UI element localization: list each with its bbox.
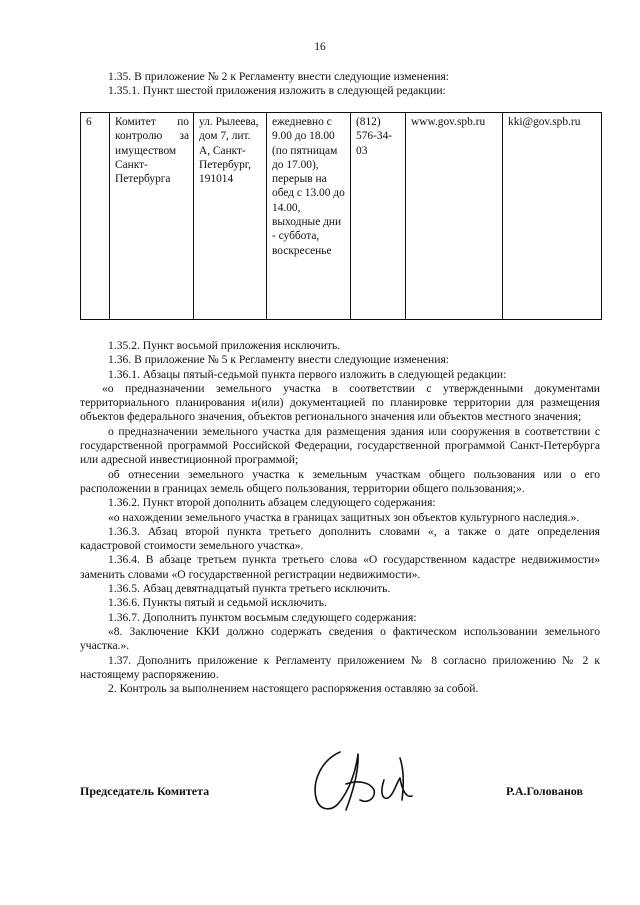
paragraph: «8. Заключение ККИ должно содержать сведения о фактическом использовании земельного участка.». — [80, 624, 600, 653]
paragraph: 1.36.4. В абзаце третьем пункта третьего слова «О государственном кадастре недвижимости» заменить словами «О государственной регистрации недвижимости». — [80, 553, 600, 581]
phone-cell: (812) 576-34-03 — [351, 113, 406, 320]
organization-cell: Комитет по контролю за имуществом Санкт-Петербурга — [110, 113, 194, 320]
signatory-name: Р.А.Голованов — [506, 784, 583, 798]
paragraph: 1.35.2. Пункт восьмой приложения исключить. — [108, 339, 341, 352]
paragraph: об отнесении земельного участка к земельным участкам общего пользования или о его расположении в границах земель общего пользования, территории общего пользования;». — [80, 467, 600, 495]
paragraph: о предназначении земельного участка для размещения здания или сооружения в соответствии с государственной программой Российской Федерации, государственной программой Санкт-Петербурга или адресной инвестиционной программой; — [80, 424, 600, 467]
table-row — [81, 113, 602, 320]
paragraph: 1.36.2. Пункт второй дополнить абзацем следующего содержания: — [108, 496, 436, 510]
paragraph: 2. Контроль за выполнением настоящего распоряжения оставляю за собой. — [108, 682, 479, 696]
paragraph: 1.37. Дополнить приложение к Регламенту приложением № 8 согласно приложению № 2 к настоящему распоряжению. — [80, 653, 600, 681]
paragraph: 1.36.1. Абзацы пятый-седьмой пункта первого изложить в следующей редакции: — [108, 367, 507, 381]
intro-line: 1.35.1. Пункт шестой приложения изложить в следующей редакции: — [108, 84, 446, 98]
intro-block — [80, 70, 600, 99]
paragraph: 1.36.5. Абзац девятнадцатый пункта третьего исключить. — [108, 582, 391, 596]
paragraph: 1.36.7. Дополнить пунктом восьмым следующего содержания: — [108, 610, 417, 624]
paragraph: 1.36.3. Абзац второй пункта третьего дополнить словами «, а также о дате определения кадастровой стоимости земельного участка». — [80, 524, 600, 553]
page-number: 16 — [314, 41, 326, 53]
signatory-position: Председатель Комитета — [80, 784, 210, 798]
website-cell: www.gov.spb.ru — [406, 113, 503, 320]
email-cell: kki@gov.spb.ru — [503, 113, 602, 320]
paragraph: 1.36.6. Пункты пятый и седьмой исключить. — [108, 596, 327, 610]
paragraph: 1.36. В приложение № 5 к Регламенту внести следующие изменения: — [108, 353, 449, 367]
paragraph: «о нахождении земельного участка в границах защитных зон объектов культурного наследия.». — [108, 510, 580, 524]
intro-line: 1.35. В приложение № 2 к Регламенту внести следующие изменения: — [108, 70, 449, 83]
contacts-table — [80, 112, 602, 320]
handwritten-signature — [300, 740, 430, 820]
amendments-block — [80, 339, 600, 696]
row-number-cell: 6 — [81, 113, 110, 320]
hours-cell: ежедневно с 9.00 до 18.00 (по пятницам до 17.00), перерыв на обед с 13.00 до 14.00, выходные дни - суббота, воскресенье — [267, 113, 351, 320]
paragraph: «о предназначении земельного участка в соответствии с утвержденными документами территориального планирования и(или) документацией по планировке территории для размещения объектов федерального значения, объектов регионального значения или объектов местного значения; — [80, 381, 600, 424]
address-cell: ул. Рылеева, дом 7, лит. А, Санкт-Петербург, 191014 — [194, 113, 267, 320]
